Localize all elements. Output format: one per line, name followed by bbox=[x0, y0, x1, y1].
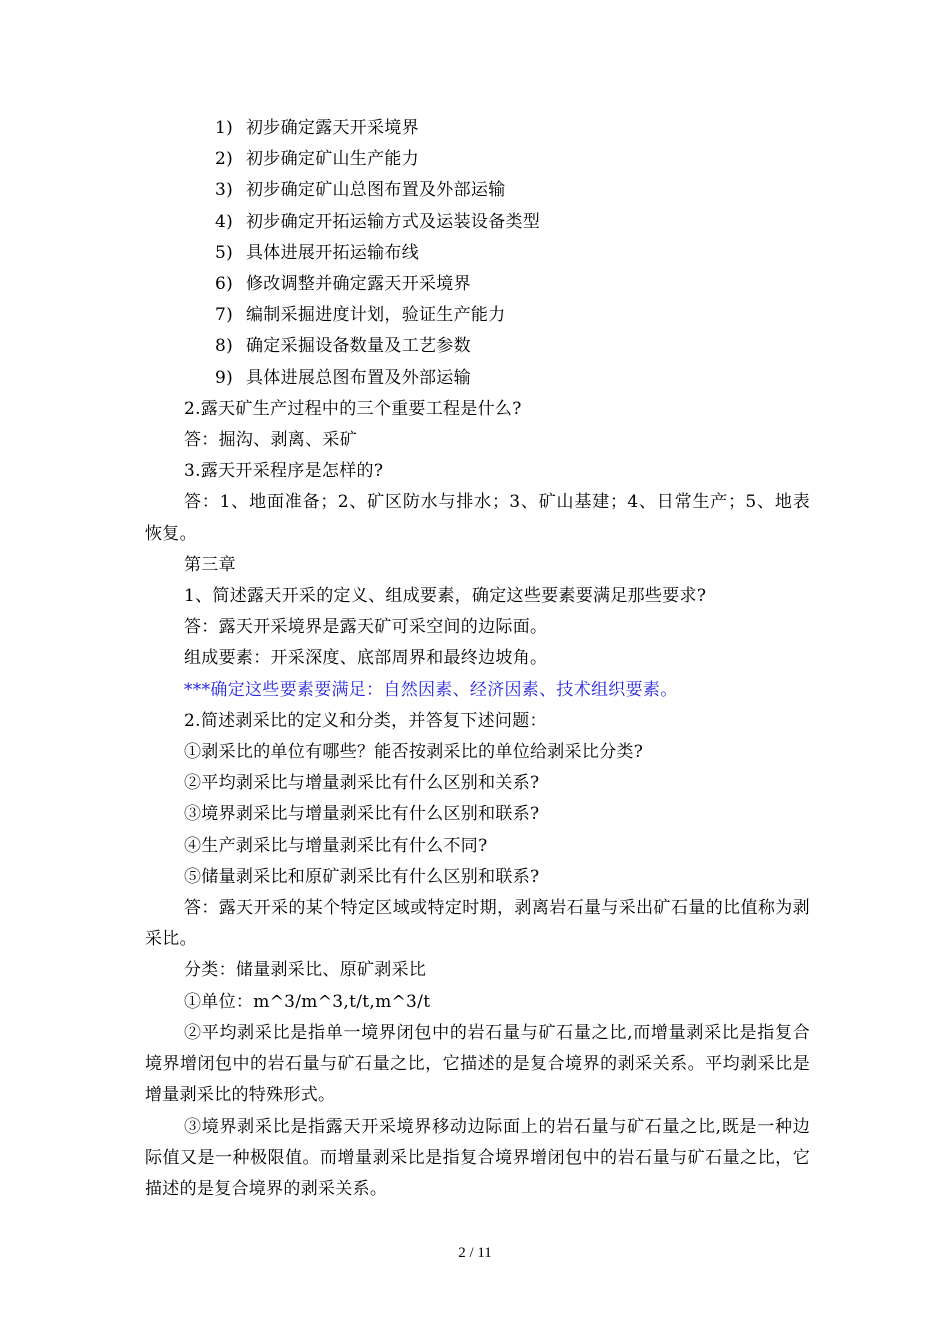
question-3: 3.露天开采程序是怎样的? bbox=[184, 461, 384, 482]
sub-question-4: ④生产剥采比与增量剥采比有什么不同? bbox=[184, 835, 488, 856]
list-item-step-2: 2) 初步确定矿山生产能力 bbox=[215, 149, 419, 170]
answer-3: 答：1、地面准备；2、矿区防水与排水；3、矿山基建；4、日常生产；5、地表恢复。 bbox=[145, 492, 810, 544]
sub-question-5: ⑤储量剥采比和原矿剥采比有什么区别和联系? bbox=[184, 866, 540, 887]
list-item-step-4: 4) 初步确定开拓运输方式及运装设备类型 bbox=[215, 211, 541, 232]
page-number: 2 / 11 bbox=[458, 1245, 492, 1261]
list-item-step-6: 6) 修改调整并确定露天开采境界 bbox=[215, 274, 471, 295]
list-item-step-9: 9) 具体进展总图布置及外部运输 bbox=[215, 367, 471, 388]
answer-2: 答：掘沟、剥离、采矿 bbox=[184, 430, 357, 451]
chapter3-question-2: 2.简述剥采比的定义和分类，并答复下述问题： bbox=[184, 710, 547, 731]
page-content bbox=[145, 113, 810, 1205]
list-item-step-5: 5) 具体进展开拓运输布线 bbox=[215, 242, 419, 263]
chapter3-answer-2-paragraph-2: ②平均剥采比是指单一境界闭包中的岩石量与矿石量之比,而增量剥采比是指复合境界增闭包中的岩石量与矿石量之比，它描述的是复合境界的剥采关系。平均剥采比是增量剥采比的特殊形式。 bbox=[145, 1022, 810, 1106]
chapter3-question-1: 1、简述露天开采的定义、组成要素，确定这些要素要满足那些要求? bbox=[184, 586, 707, 607]
chapter3-answer-1-elements: 组成要素：开采深度、底部周界和最终边坡角。 bbox=[184, 648, 548, 669]
chapter3-answer-2-definition: 答：露天开采的某个特定区域或特定时期，剥离岩石量与采出矿石量的比值称为剥采比。 bbox=[145, 898, 810, 950]
chapter3-answer-2-paragraph-3: ③境界剥采比是指露天开采境界移动边际面上的岩石量与矿石量之比,既是一种边际值又是一种极限值。而增量剥采比是指复合境界增闭包中的岩石量与矿石量之比，它描述的是复合境界的剥采关系。 bbox=[145, 1116, 810, 1199]
list-item-step-1: 1) 初步确定露天开采境界 bbox=[215, 118, 419, 138]
sub-question-2: ②平均剥采比与增量剥采比有什么区别和关系? bbox=[184, 773, 540, 794]
list-item-step-7: 7) 编制采掘进度计划，验证生产能力 bbox=[215, 305, 506, 326]
list-item-step-3: 3) 初步确定矿山总图布置及外部运输 bbox=[215, 180, 506, 201]
chapter3-answer-1: 答：露天开采境界是露天矿可采空间的边际面。 bbox=[184, 617, 548, 638]
chapter3-answer-1-requirements: ***确定这些要素要满足：自然因素、经济因素、技术组织要素。 bbox=[184, 679, 678, 700]
chapter3-answer-2-classification: 分类：储量剥采比、原矿剥采比 bbox=[184, 960, 427, 981]
list-item-step-8: 8) 确定采掘设备数量及工艺参数 bbox=[215, 336, 471, 357]
chapter-heading: 第三章 bbox=[184, 554, 236, 575]
question-2: 2.露天矿生产过程中的三个重要工程是什么? bbox=[184, 398, 522, 419]
chapter3-answer-2-units: ①单位：m^3/m^3,t/t,m^3/t bbox=[184, 991, 431, 1012]
sub-question-3: ③境界剥采比与增量剥采比有什么区别和联系? bbox=[184, 804, 540, 825]
sub-question-1: ①剥采比的单位有哪些？能否按剥采比的单位给剥采比分类? bbox=[184, 742, 644, 763]
